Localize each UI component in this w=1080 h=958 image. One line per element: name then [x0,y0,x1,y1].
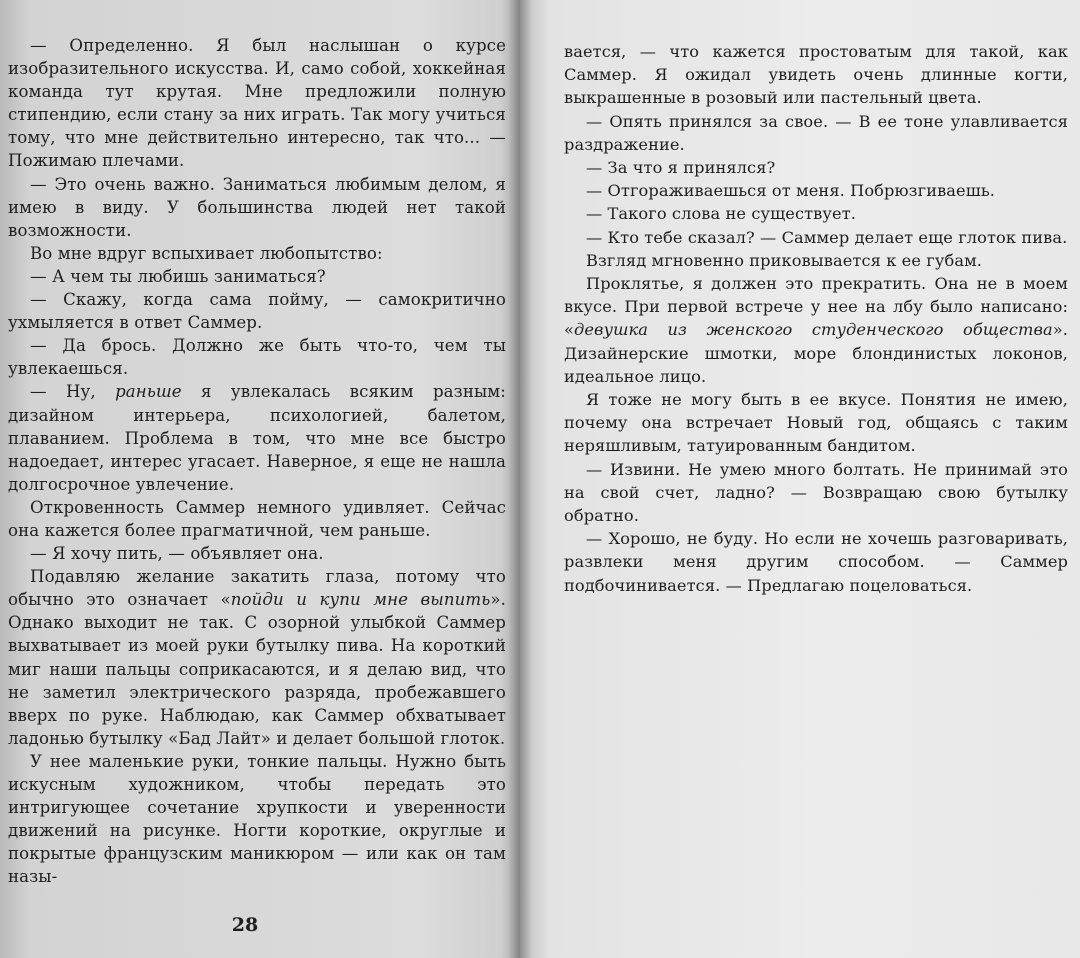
paragraph: — За что я принялся? [586,158,776,178]
paragraph: — Да брось. Должно же быть что-то, чем ты увлекаешься. [8,336,506,379]
paragraph: — Извини. Не умею много болтать. Не принимай это на свой счет, ладно? — Возвращаю свою бутылку обратно. [564,459,1068,526]
text-run: ». Дизайнерские шмотки, море блондинистых локонов, идеальное лицо. [564,320,1068,386]
paragraph [8,380,506,495]
paragraph: Во мне вдруг вспыхивает любопытство: [30,243,383,263]
paragraph: — А чем ты любишь заниматься? [30,266,326,286]
paragraph: — Я хочу пить, — объявляет она. [30,544,324,564]
paragraph: Взгляд мгновенно приковывается к ее губам. [586,250,983,270]
text-run: Проклятье, я должен это прекратить. Она не в моем вкусе. При первой встрече у нее на лбу было написано: « [564,274,1068,340]
text-run: Подавляю желание закатить глаза, потому что обычно это означает « [8,567,506,610]
text-run: ». Однако выходит не так. С озорной улыбкой Саммер выхватывает из моей руки бутылку пива. На короткий миг наши пальцы соприкасаются, и я делаю вид, что не заметил электрического разряда, пробежавшего вверх по руке. Наблюдаю, как Саммер обхватывает ладонью бутылку «Бад Лайт» и делает большой глоток. [8,590,506,748]
paragraph: — Кто тебе сказал? — Саммер делает еще глоток пива. [586,227,1068,247]
emphasis: пойди и купи мне выпить [230,590,491,610]
book-gutter-shadow [508,0,532,958]
paragraph: вается, — что кажется простоватым для такой, как Саммер. Я ожидал увидеть очень длинные когти, выкрашенные в розовый или пастельный цвета. [564,42,1068,108]
emphasis: девушка из женского студенческого общества [574,320,1053,340]
paragraph: У нее маленькие руки, тонкие пальцы. Нужно быть искусным художником, чтобы передать это интригующее сочетание хрупкости и уверенности движений на рисунке. Ногти короткие, округлые и покрытые французским маникюром — или как он там назы- [8,751,506,887]
paragraph: Откровенность Саммер немного удивляет. Сейчас она кажется более прагматичной, чем раньше. [8,497,506,540]
paragraph: — Опять принялся за свое. — В ее тоне улавливается раздражение. [564,111,1068,154]
text-run: — Ну, [30,382,116,402]
paragraph: — Скажу, когда сама пойму, — самокритично ухмыляется в ответ Саммер. [8,290,506,333]
paragraph: — Хорошо, не буду. Но если не хочешь разговаривать, развлеки меня другим способом. — Саммер подбочинивается. — Предлагаю поцеловаться. [564,529,1068,595]
paragraph [564,272,1068,388]
paragraph [8,565,506,750]
right-page-text [564,40,1068,597]
paragraph: Я тоже не могу быть в ее вкусе. Понятия не имею, почему она встречает Новый год, общаясь с таким неряшливым, татуированным бандитом. [564,390,1068,456]
paragraph: — Определенно. Я был наслышан о курсе изобразительного искусства. И, само собой, хоккейная команда тут крутая. Мне предложили полную стипендию, если стану за них играть. Так могу учиться тому, что мне действительно интересно, так что... — Пожимаю плечами. [8,36,506,171]
paragraph: — Это очень важно. Заниматься любимым делом, я имею в виду. У большинства людей нет такой возможности. [8,174,506,240]
left-page-text [8,34,506,888]
paragraph: — Отгораживаешься от меня. Побрюзгиваешь. [586,181,996,201]
paragraph: — Такого слова не существует. [586,204,856,224]
text-run: я увлекалась всяким разным: дизайном интерьера, психологией, балетом, плаванием. Проблема в том, что мне все быстро надоедает, интерес угасает. Наверное, я еще не нашла долгосрочное увлечение. [8,382,506,494]
emphasis: раньше [115,382,182,402]
right-page [520,0,1080,958]
left-page [0,0,520,958]
page-number: 28 [231,914,259,936]
